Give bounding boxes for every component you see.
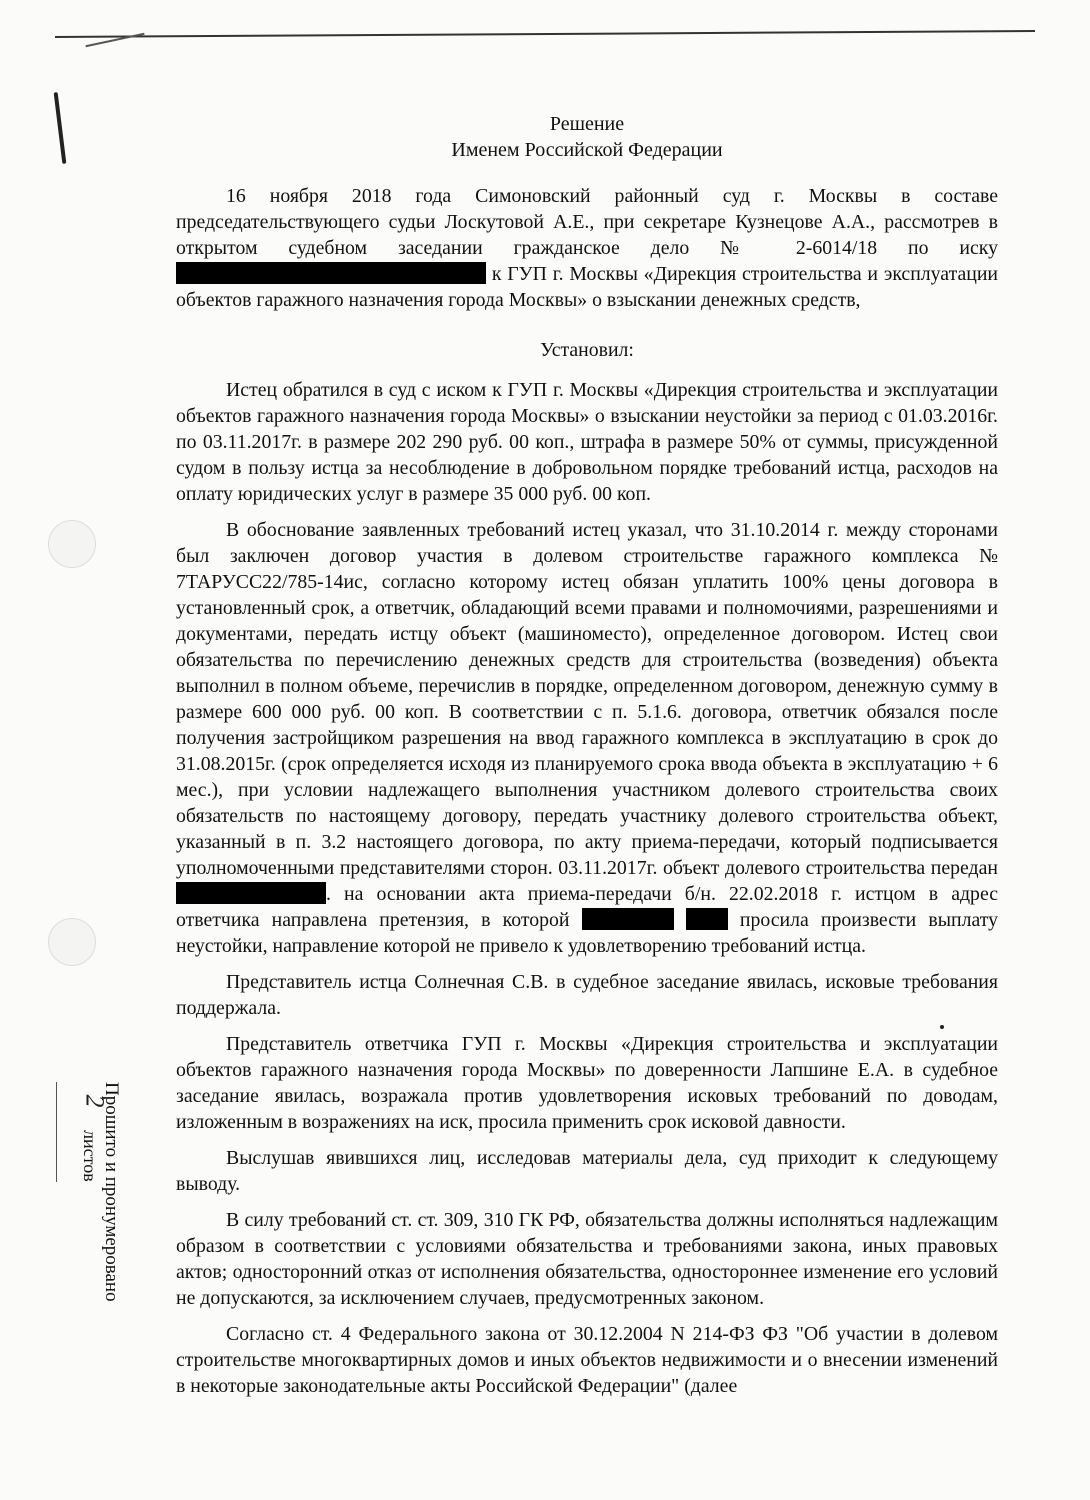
paragraph-defendant-rep: Представитель ответчика ГУП г. Москвы «Дирекция строительства и эксплуатации объектов гаражного назначения города Москвы» по доверенности Лапшине Е.А. в судебное заседание явилась, возражала против удовлетворения исковых требований по доводам, изложенным в возражениях на иск, просила применить срок исковой давности. <box>176 1033 998 1133</box>
redaction-plaintiff-name <box>176 262 486 284</box>
intro-text-b: к ГУП г. Москвы «Дирекция строительства и эксплуатации объектов гаражного назначения города Москвы» о взыскании денежных средств, <box>176 263 998 311</box>
grounds-text-c: просила произвести выплату неустойки, направление которой не привело к удовлетворению требований истца. <box>176 909 998 957</box>
paragraph-civil-code: В силу требований ст. ст. 309, 310 ГК РФ, обязательства должны исполняться надлежащим образом в соответствии с условиями обязательства и требованиями закона, иных правовых актов; односторонний отказ от исполнения обязательства, одностороннее изменение его условий не допускаются, за исключением случаев, предусмотренных законом. <box>176 1209 998 1309</box>
intro-text-a: 16 ноября 2018 года Симоновский районный суд г. Москвы в составе председательствующего судьи Лоскутовой А.Е., при секретаре Кузнецове А.А., рассмотрев в открытом судебном заседании гражданское дело № 2-6014/18 по иску <box>176 185 998 259</box>
paragraph-gap <box>176 1021 998 1031</box>
stamp-text-sheets: листов <box>80 1130 100 1182</box>
redaction-claimant-name-b <box>686 908 728 930</box>
margin-pen-mark <box>54 92 67 164</box>
document-body <box>176 112 998 1399</box>
binder-hole-top <box>48 520 96 568</box>
document-title: Решение <box>549 113 625 135</box>
paragraph-court-conclusion: Выслушав явившихся лиц, исследовав материалы дела, суд приходит к следующему выводу. <box>176 1147 998 1195</box>
grounds-text-a: В обоснование заявленных требований истец указал, что 31.10.2014 г. между сторонами был заключен договор участия в долевом строительстве гаражного комплекса № 7ТАРУСС22/785-14ис, согласно которому истец обязан уплатить 100% цены договора в установленный срок, а ответчик, обладающий всеми правами и полномочиями, разрешениями и документами, передать истцу объект (машиноместо), определенное договором. Истец свои обязательства по перечислению денежных средств для строительства (возведения) объекта выполнил в полном объеме, перечислив в порядке, определенном договором, денежную сумму в размере 600 000 руб. 00 коп. В соответствии с п. 5.1.6. договора, ответчик обязался после получения застройщиком разрешения на ввод гаражного комплекса в эксплуатацию в срок до 31.08.2015г. (срок определяется исходя из планируемого срока ввода объекта в эксплуатацию + 6 мес.), при условии надлежащего выполнения участником долевого строительства своих обязательств по настоящему договору, передать участнику долевого строительства объект, указанный в п. 3.2 настоящего договора, по акту приема-передачи, который подписывается уполномоченными представителями сторон. 03.11.2017г. объект долевого строительства передан <box>176 519 998 879</box>
paragraph-gap <box>176 1311 998 1321</box>
grounds-text-b: . на основании акта приема-передачи б/н. 22.02.2018 г. истцом в адрес ответчика направлена претензия, в которой <box>176 883 998 931</box>
paragraph-federal-law: Согласно ст. 4 Федерального закона от 30.12.2004 N 214-ФЗ ФЗ "Об участии в долевом строительстве многоквартирных домов и иных объектов недвижимости и о внесении изменений в некоторые законодательные акты Российской Федерации" (далее <box>176 1323 998 1397</box>
paragraph-plaintiff-rep: Представитель истца Солнечная С.В. в судебное заседание явилась, исковые требования поддержала. <box>176 971 998 1019</box>
paragraph-gap <box>176 959 998 969</box>
redaction-claimant-name-a <box>582 908 674 930</box>
paragraph-claim: Истец обратился в суд с иском к ГУП г. Москвы «Дирекция строительства и эксплуатации объектов гаражного назначения города Москвы» о взыскании неустойки за период с 01.03.2016г. по 03.11.2017г. в размере 202 290 руб. 00 коп., штрафа в размере 50% от суммы, присужденной судом в пользу истца за несоблюдение в добровольном порядке требований истца, расходов на оплату юридических услуг в размере 35 000 руб. 00 коп. <box>176 379 998 505</box>
redaction-recipient-name <box>176 882 326 904</box>
document-subtitle: Именем Российской Федерации <box>451 139 723 161</box>
paragraph-gap <box>176 1197 998 1207</box>
section-heading: Установил: <box>540 339 634 361</box>
paragraph-gap <box>176 1135 998 1145</box>
binder-hole-bottom <box>48 918 96 966</box>
paragraph-grounds <box>176 517 998 959</box>
paragraph-gap <box>176 507 998 517</box>
stamp-edge-line <box>56 1082 57 1182</box>
stamp-text-stitched: Прошито и пронумеровано <box>101 1082 122 1302</box>
stamp-sheet-count: 2 <box>80 1094 110 1108</box>
intro-paragraph <box>176 183 998 313</box>
